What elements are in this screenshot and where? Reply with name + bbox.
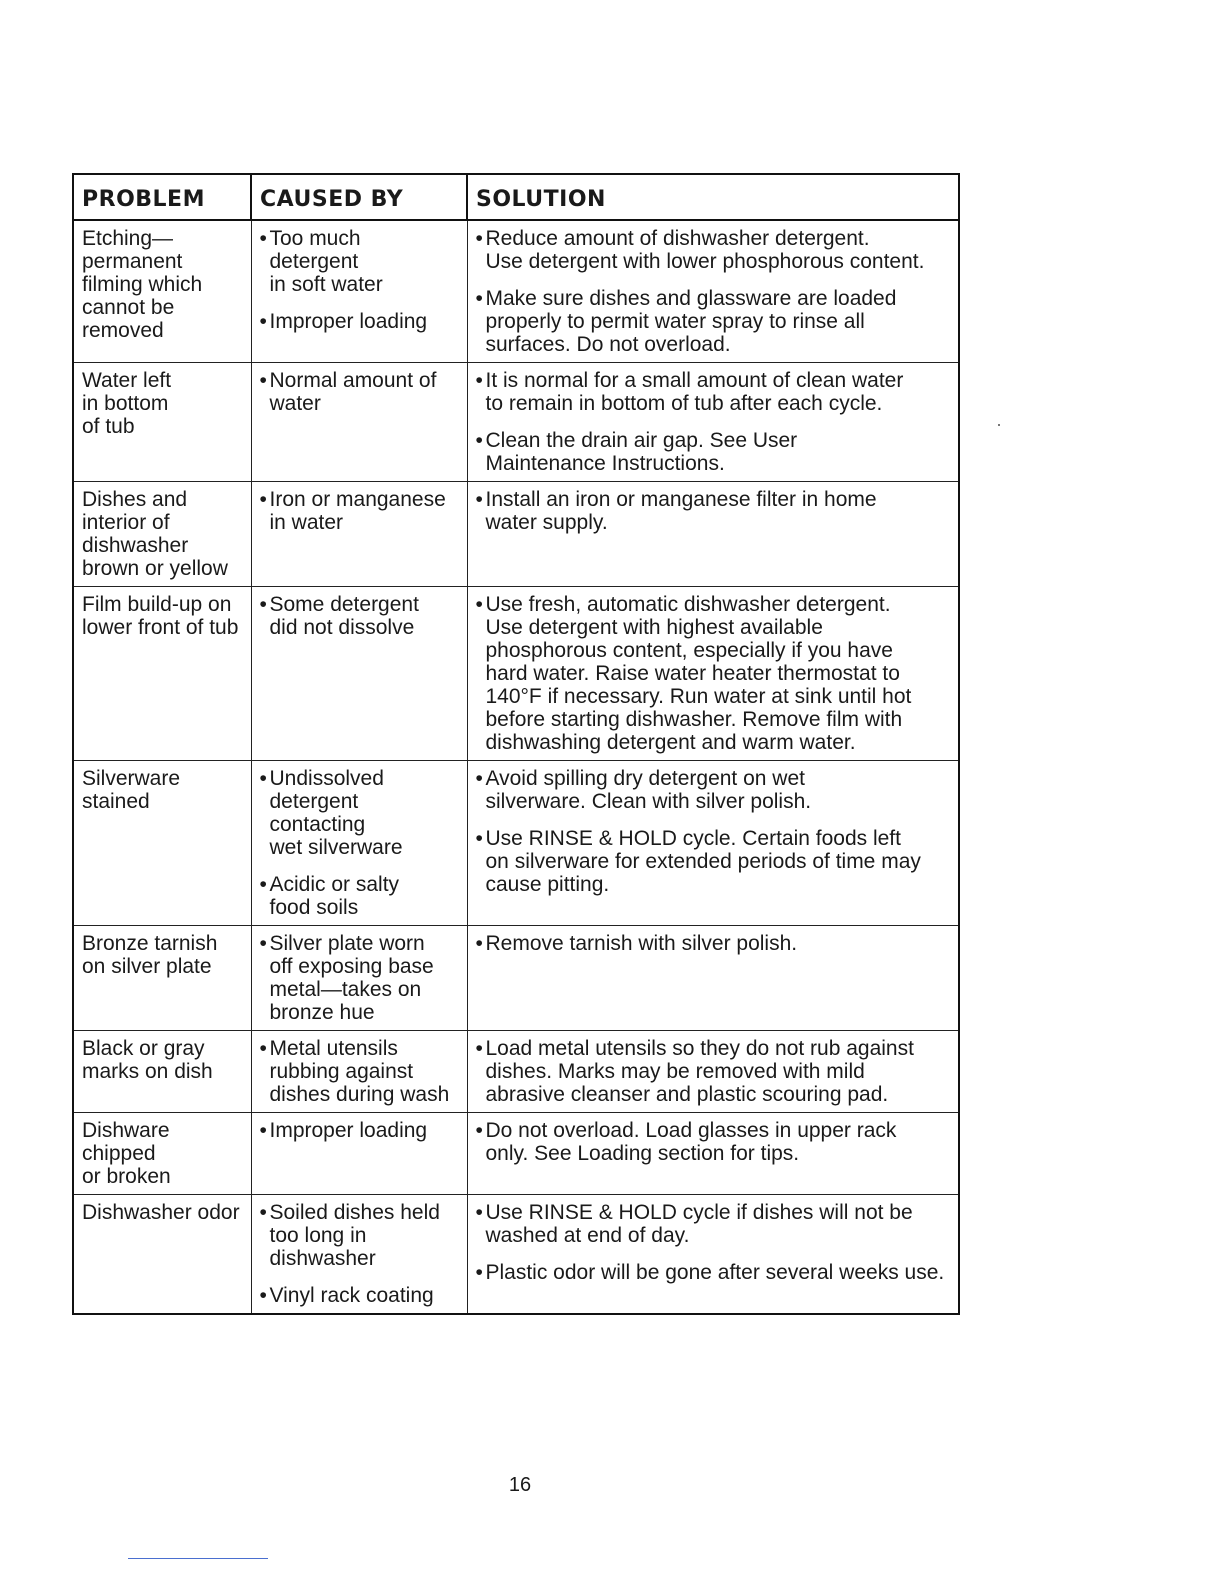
- solution-item: [476, 227, 951, 273]
- cause-item: [260, 310, 459, 333]
- bullet-icon: •: [259, 1119, 267, 1142]
- problem-cell: [73, 363, 251, 482]
- solution-cell: [467, 220, 959, 363]
- bullet-icon: •: [475, 369, 483, 392]
- cause-item-text: Soiled dishes held too long in dishwasher: [269, 1201, 440, 1270]
- cause-item: [260, 1201, 459, 1270]
- problem-text: Dishes and interior of dishwasher brown or yellow: [82, 488, 228, 580]
- solution-item-text: Remove tarnish with silver polish.: [485, 932, 798, 955]
- cause-item: [260, 1119, 459, 1142]
- table-row: [73, 761, 959, 926]
- solution-item: [476, 932, 951, 955]
- cause-item-text: Acidic or salty food soils: [269, 873, 400, 919]
- solution-item: [476, 767, 951, 813]
- bullet-icon: •: [259, 767, 267, 790]
- bullet-icon: •: [475, 287, 483, 310]
- bullet-icon: •: [475, 827, 483, 850]
- problem-text: Bronze tarnish on silver plate: [82, 932, 218, 978]
- solution-item: [476, 429, 951, 475]
- solution-cell: [467, 1195, 959, 1315]
- cause-item-text: Normal amount of water: [269, 369, 437, 415]
- cause-item-text: Metal utensils rubbing against dishes during wash: [269, 1037, 450, 1106]
- problem-text: Black or gray marks on dish: [82, 1037, 213, 1083]
- solution-cell: [467, 482, 959, 587]
- bullet-icon: •: [475, 429, 483, 452]
- caused-by-cell: [251, 926, 467, 1031]
- solution-item-text: Do not overload. Load glasses in upper rack only. See Loading section for tips.: [485, 1119, 897, 1165]
- problem-cell: [73, 761, 251, 926]
- caused-by-cell: [251, 761, 467, 926]
- solution-cell: [467, 587, 959, 761]
- cause-item-text: Undissolved detergent contacting wet silverware: [269, 767, 403, 859]
- bullet-icon: •: [259, 227, 267, 250]
- bullet-icon: •: [259, 593, 267, 616]
- bullet-icon: •: [259, 369, 267, 392]
- solution-item: [476, 1261, 951, 1284]
- problem-text: Dishware chipped or broken: [82, 1119, 171, 1188]
- bullet-icon: •: [259, 1284, 267, 1307]
- header-problem: PROBLEM: [73, 174, 251, 220]
- cause-item: [260, 873, 459, 919]
- problem-text: Dishwasher odor: [82, 1201, 240, 1224]
- cause-item-text: Improper loading: [269, 1119, 428, 1142]
- table-row: [73, 482, 959, 587]
- problem-cell: [73, 1113, 251, 1195]
- solution-item: [476, 488, 951, 534]
- table-row: [73, 1031, 959, 1113]
- footer-rule: [128, 1558, 268, 1559]
- table-body: [73, 220, 959, 1314]
- cause-item: [260, 1037, 459, 1106]
- solution-item-text: Reduce amount of dishwasher detergent. Use detergent with lower phosphorous content.: [485, 227, 925, 273]
- problem-text: Film build-up on lower front of tub: [82, 593, 239, 639]
- bullet-icon: •: [259, 310, 267, 333]
- caused-by-cell: [251, 1195, 467, 1315]
- bullet-icon: •: [475, 767, 483, 790]
- problem-cell: [73, 1031, 251, 1113]
- troubleshooting-table: [72, 173, 960, 1315]
- solution-cell: [467, 926, 959, 1031]
- bullet-icon: •: [475, 1119, 483, 1142]
- problem-cell: [73, 482, 251, 587]
- cause-item: [260, 767, 459, 859]
- caused-by-cell: [251, 1031, 467, 1113]
- cause-item: [260, 593, 459, 639]
- cause-item-text: Iron or manganese in water: [269, 488, 446, 534]
- solution-item-text: Install an iron or manganese filter in home water supply.: [485, 488, 877, 534]
- solution-item-text: Avoid spilling dry detergent on wet silverware. Clean with silver polish.: [485, 767, 812, 813]
- bullet-icon: •: [475, 1037, 483, 1060]
- bullet-icon: •: [259, 1037, 267, 1060]
- bullet-icon: •: [475, 1261, 483, 1284]
- table-row: [73, 587, 959, 761]
- table-row: [73, 1113, 959, 1195]
- cause-item-text: Some detergent did not dissolve: [269, 593, 419, 639]
- problem-cell: [73, 926, 251, 1031]
- solution-cell: [467, 1113, 959, 1195]
- solution-item: [476, 369, 951, 415]
- problem-text: Etching— permanent filming which cannot be removed: [82, 227, 203, 342]
- bullet-icon: •: [259, 1201, 267, 1224]
- bullet-icon: •: [475, 227, 483, 250]
- bullet-icon: •: [475, 932, 483, 955]
- solution-item-text: Use RINSE & HOLD cycle if dishes will not be washed at end of day.: [485, 1201, 913, 1247]
- cause-item: [260, 227, 459, 296]
- scan-speck: [998, 424, 1000, 426]
- problem-text: Silverware stained: [82, 767, 181, 813]
- solution-item: [476, 1201, 951, 1247]
- problem-cell: [73, 587, 251, 761]
- problem-text: Water left in bottom of tub: [82, 369, 172, 438]
- caused-by-cell: [251, 220, 467, 363]
- caused-by-cell: [251, 482, 467, 587]
- solution-item-text: It is normal for a small amount of clean water to remain in bottom of tub after each cycle.: [485, 369, 904, 415]
- caused-by-cell: [251, 587, 467, 761]
- solution-item: [476, 287, 951, 356]
- bullet-icon: •: [475, 488, 483, 511]
- header-row: [73, 174, 959, 220]
- solution-item-text: Clean the drain air gap. See User Maintenance Instructions.: [485, 429, 798, 475]
- cause-item: [260, 1284, 459, 1307]
- solution-item-text: Load metal utensils so they do not rub against dishes. Marks may be removed with mild abrasive cleanser and plastic scouring pad.: [485, 1037, 914, 1106]
- solution-cell: [467, 363, 959, 482]
- solution-cell: [467, 1031, 959, 1113]
- solution-item: [476, 827, 951, 896]
- solution-item-text: Use fresh, automatic dishwasher detergent. Use detergent with highest available phosphorous content, especially if you have hard water. Raise water heater thermostat to 140°F if necessary. Run water at sink until hot before starting dishwasher. Remove film with dishwashing detergent and warm water.: [485, 593, 912, 754]
- table-row: [73, 363, 959, 482]
- cause-item-text: Improper loading: [269, 310, 428, 333]
- problem-cell: [73, 1195, 251, 1315]
- cause-item-text: Too much detergent in soft water: [269, 227, 383, 296]
- header-caused-by: CAUSED BY: [251, 174, 467, 220]
- solution-item: [476, 1037, 951, 1106]
- solution-item-text: Plastic odor will be gone after several weeks use.: [485, 1261, 945, 1284]
- table-row: [73, 1195, 959, 1315]
- bullet-icon: •: [475, 1201, 483, 1224]
- bullet-icon: •: [259, 488, 267, 511]
- cause-item: [260, 369, 459, 415]
- header-solution: SOLUTION: [467, 174, 959, 220]
- solution-item-text: Make sure dishes and glassware are loaded properly to permit water spray to rinse all surfaces. Do not overload.: [485, 287, 897, 356]
- caused-by-cell: [251, 363, 467, 482]
- solution-item-text: Use RINSE & HOLD cycle. Certain foods left on silverware for extended periods of time may cause pitting.: [485, 827, 921, 896]
- table-row: [73, 926, 959, 1031]
- bullet-icon: •: [259, 932, 267, 955]
- solution-cell: [467, 761, 959, 926]
- solution-item: [476, 1119, 951, 1165]
- caused-by-cell: [251, 1113, 467, 1195]
- page-number: 16: [508, 1474, 532, 1496]
- cause-item-text: Silver plate worn off exposing base metal—takes on bronze hue: [269, 932, 434, 1024]
- problem-cell: [73, 220, 251, 363]
- cause-item-text: Vinyl rack coating: [269, 1284, 434, 1307]
- solution-item: [476, 593, 951, 754]
- cause-item: [260, 932, 459, 1024]
- cause-item: [260, 488, 459, 534]
- bullet-icon: •: [475, 593, 483, 616]
- bullet-icon: •: [259, 873, 267, 896]
- table-row: [73, 220, 959, 363]
